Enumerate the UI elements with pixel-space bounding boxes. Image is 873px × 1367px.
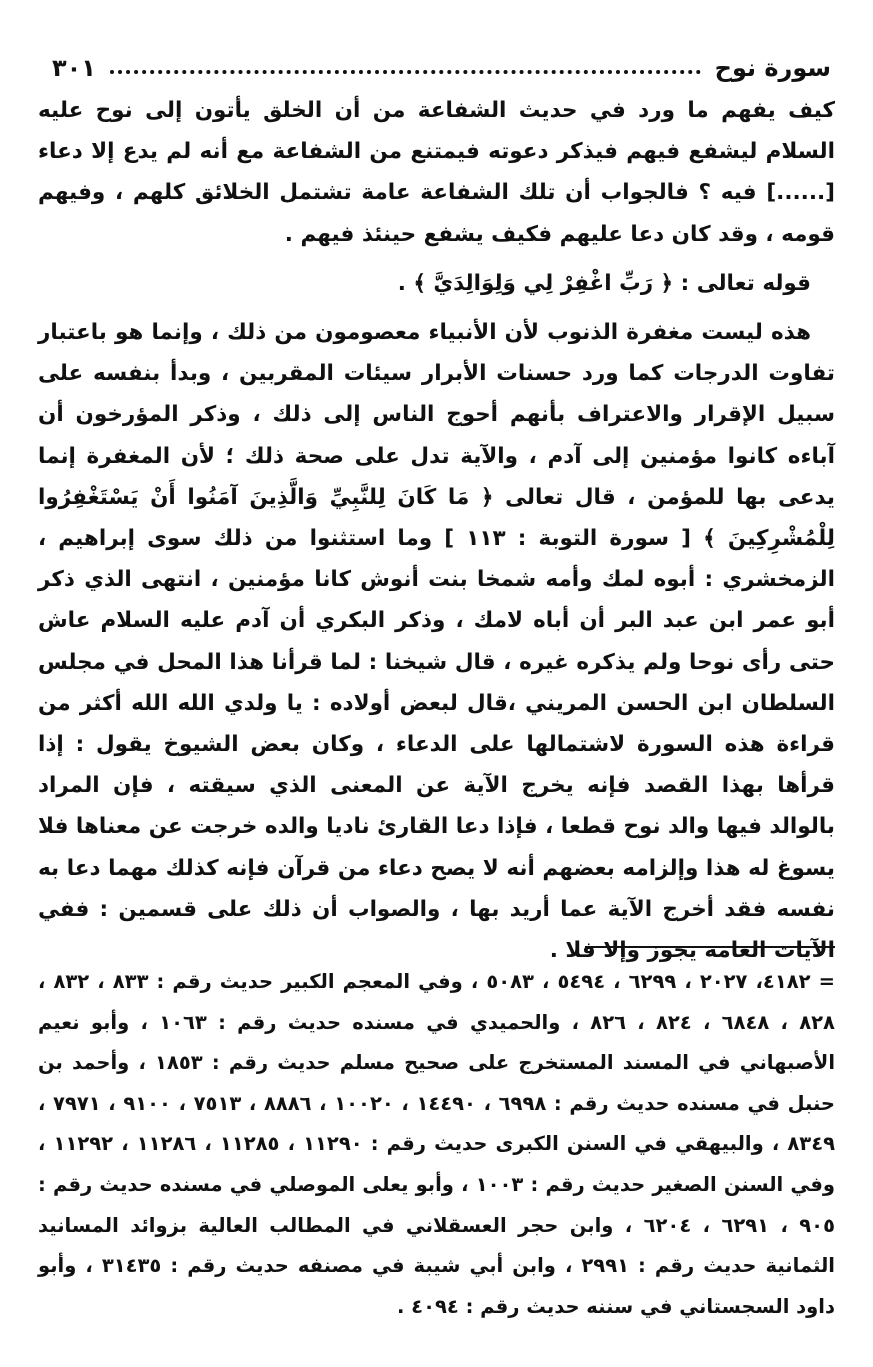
page-number: ٣٠١ (52, 54, 96, 82)
main-text (38, 90, 835, 971)
surah-title: سورة نوح (714, 54, 831, 82)
paragraph-commentary: هذه ليست مغفرة الذنوب لأن الأنبياء معصومون من ذلك ، وإنما هو باعتبار تفاوت الدرجات كما ورد حسنات الأبرار سيئات المقربين ، وبدأ بنفسه على سبيل الإقرار والاعتراف بأنهم أحوج الناس إلى ذلك ، وذكر المؤرخون أن آباءه كانوا مؤمنين إلى آدم ، والآية تدل على صحة ذلك ؛ لأن المغفرة إنما يدعى بها للمؤمن ، قال تعالى ﴿ مَا كَانَ لِلنَّبِيِّ وَالَّذِينَ آمَنُوا أَنْ يَسْتَغْفِرُوا لِلْمُشْرِكِينَ ﴾ [ سورة التوبة : ١١٣ ] وما استثنوا من ذلك سوى إبراهيم ، الزمخشري : أبوه لمك وأمه شمخا بنت أنوش كانا مؤمنين ، انتهى الذي ذكر أبو عمر ابن عبد البر أن أباه لامك ، وذكر البكري أن آدم عليه السلام عاش حتى رأى نوحا ولم يذكره غيره ، قال شيخنا : لما قرأنا هذا المحل في مجلس السلطان ابن الحسن المريني ،قال لبعض أولاده : يا ولدي الله الله أكثر من قراءة هذه السورة لاشتمالها على الدعاء ، وكان بعض الشيوخ يقول : إذا قرأها بهذا القصد فإنه يخرج الآية عن المعنى الذي سيقته ، فإن المراد بالوالد فيها والد نوح قطعا ، فإذا دعا القارئ ناديا والده خرجت عن معناها فلا يسوغ له هذا وإلزامه بعضهم أنه لا يصح دعاء من قرآن فإنه كذلك مهما دعا به نفسه فقد أخرج الآية عما أريد بها ، والصواب أن ذلك على قسمين : ففي الآيات العامة يجوز وإلا فلا . (38, 320, 835, 964)
footnote-text: = ٤١٨٢، ٢٠٢٧ ، ٦٢٩٩ ، ٥٤٩٤ ، ٥٠٨٣ ، وفي المعجم الكبير حديث رقم : ٨٣٣ ، ٨٣٢ ، ٨٢٨ ، ٦٨٤٨ ، ٨٢٤ ، ٨٢٦ ، والحميدي في مسنده حديث رقم : ١٠٦٣ ، وأبو نعيم الأصبهاني في المسند المستخرج على صحيح مسلم حديث رقم : ١٨٥٣ ، وأحمد بن حنبل في مسنده حديث رقم : ٦٩٩٨ ، ١٤٤٩٠ ، ١٠٠٢٠ ، ٨٨٨٦ ، ٧٥١٣ ، ٩١٠٠ ، ٧٩٧١ ، ٨٣٤٩ ، والبيهقي في السنن الكبرى حديث رقم : ١١٢٩٠ ، ١١٢٨٥ ، ١١٢٨٦ ، ١١٢٩٢ ، وفي السنن الصغير حديث رقم : ١٠٠٣ ، وأبو يعلى الموصلي في مسنده حديث رقم : ٩٠٥ ، ٦٢٩١ ، ٦٢٠٤ ، وابن حجر العسقلاني في المطالب العالية بزوائد المسانيد الثمانية حديث رقم : ٢٩٩١ ، وابن أبي شيبة في مصنفه حديث رقم : ٣١٤٣٥ ، وأبو داود السجستاني في سننه حديث رقم : ٤٠٩٤ . (38, 970, 836, 1318)
footnote-separator (585, 946, 835, 948)
paragraph-verse-heading: قوله تعالى : ﴿ رَبِّ اغْفِرْ لِي وَلِوَالِدَيَّ ﴾ . (397, 270, 811, 296)
header-dotted-leader (110, 70, 701, 74)
footnote-block (38, 962, 835, 1327)
page-header (52, 48, 831, 88)
paragraph-intercession: كيف يفهم ما ورد في حديث الشفاعة من أن الخلق يأتون إلى نوح عليه السلام ليشفع فيهم فيذكر دعوته فيمتنع من الشفاعة مع أنه لم يدع إلا دعاء [......] فيه ؟ فالجواب أن تلك الشفاعة عامة تشتمل الخلائق كلهم ، وفيهم قومه ، وقد كان دعا عليهم فكيف يشفع حينئذ فيهم . (38, 98, 835, 247)
